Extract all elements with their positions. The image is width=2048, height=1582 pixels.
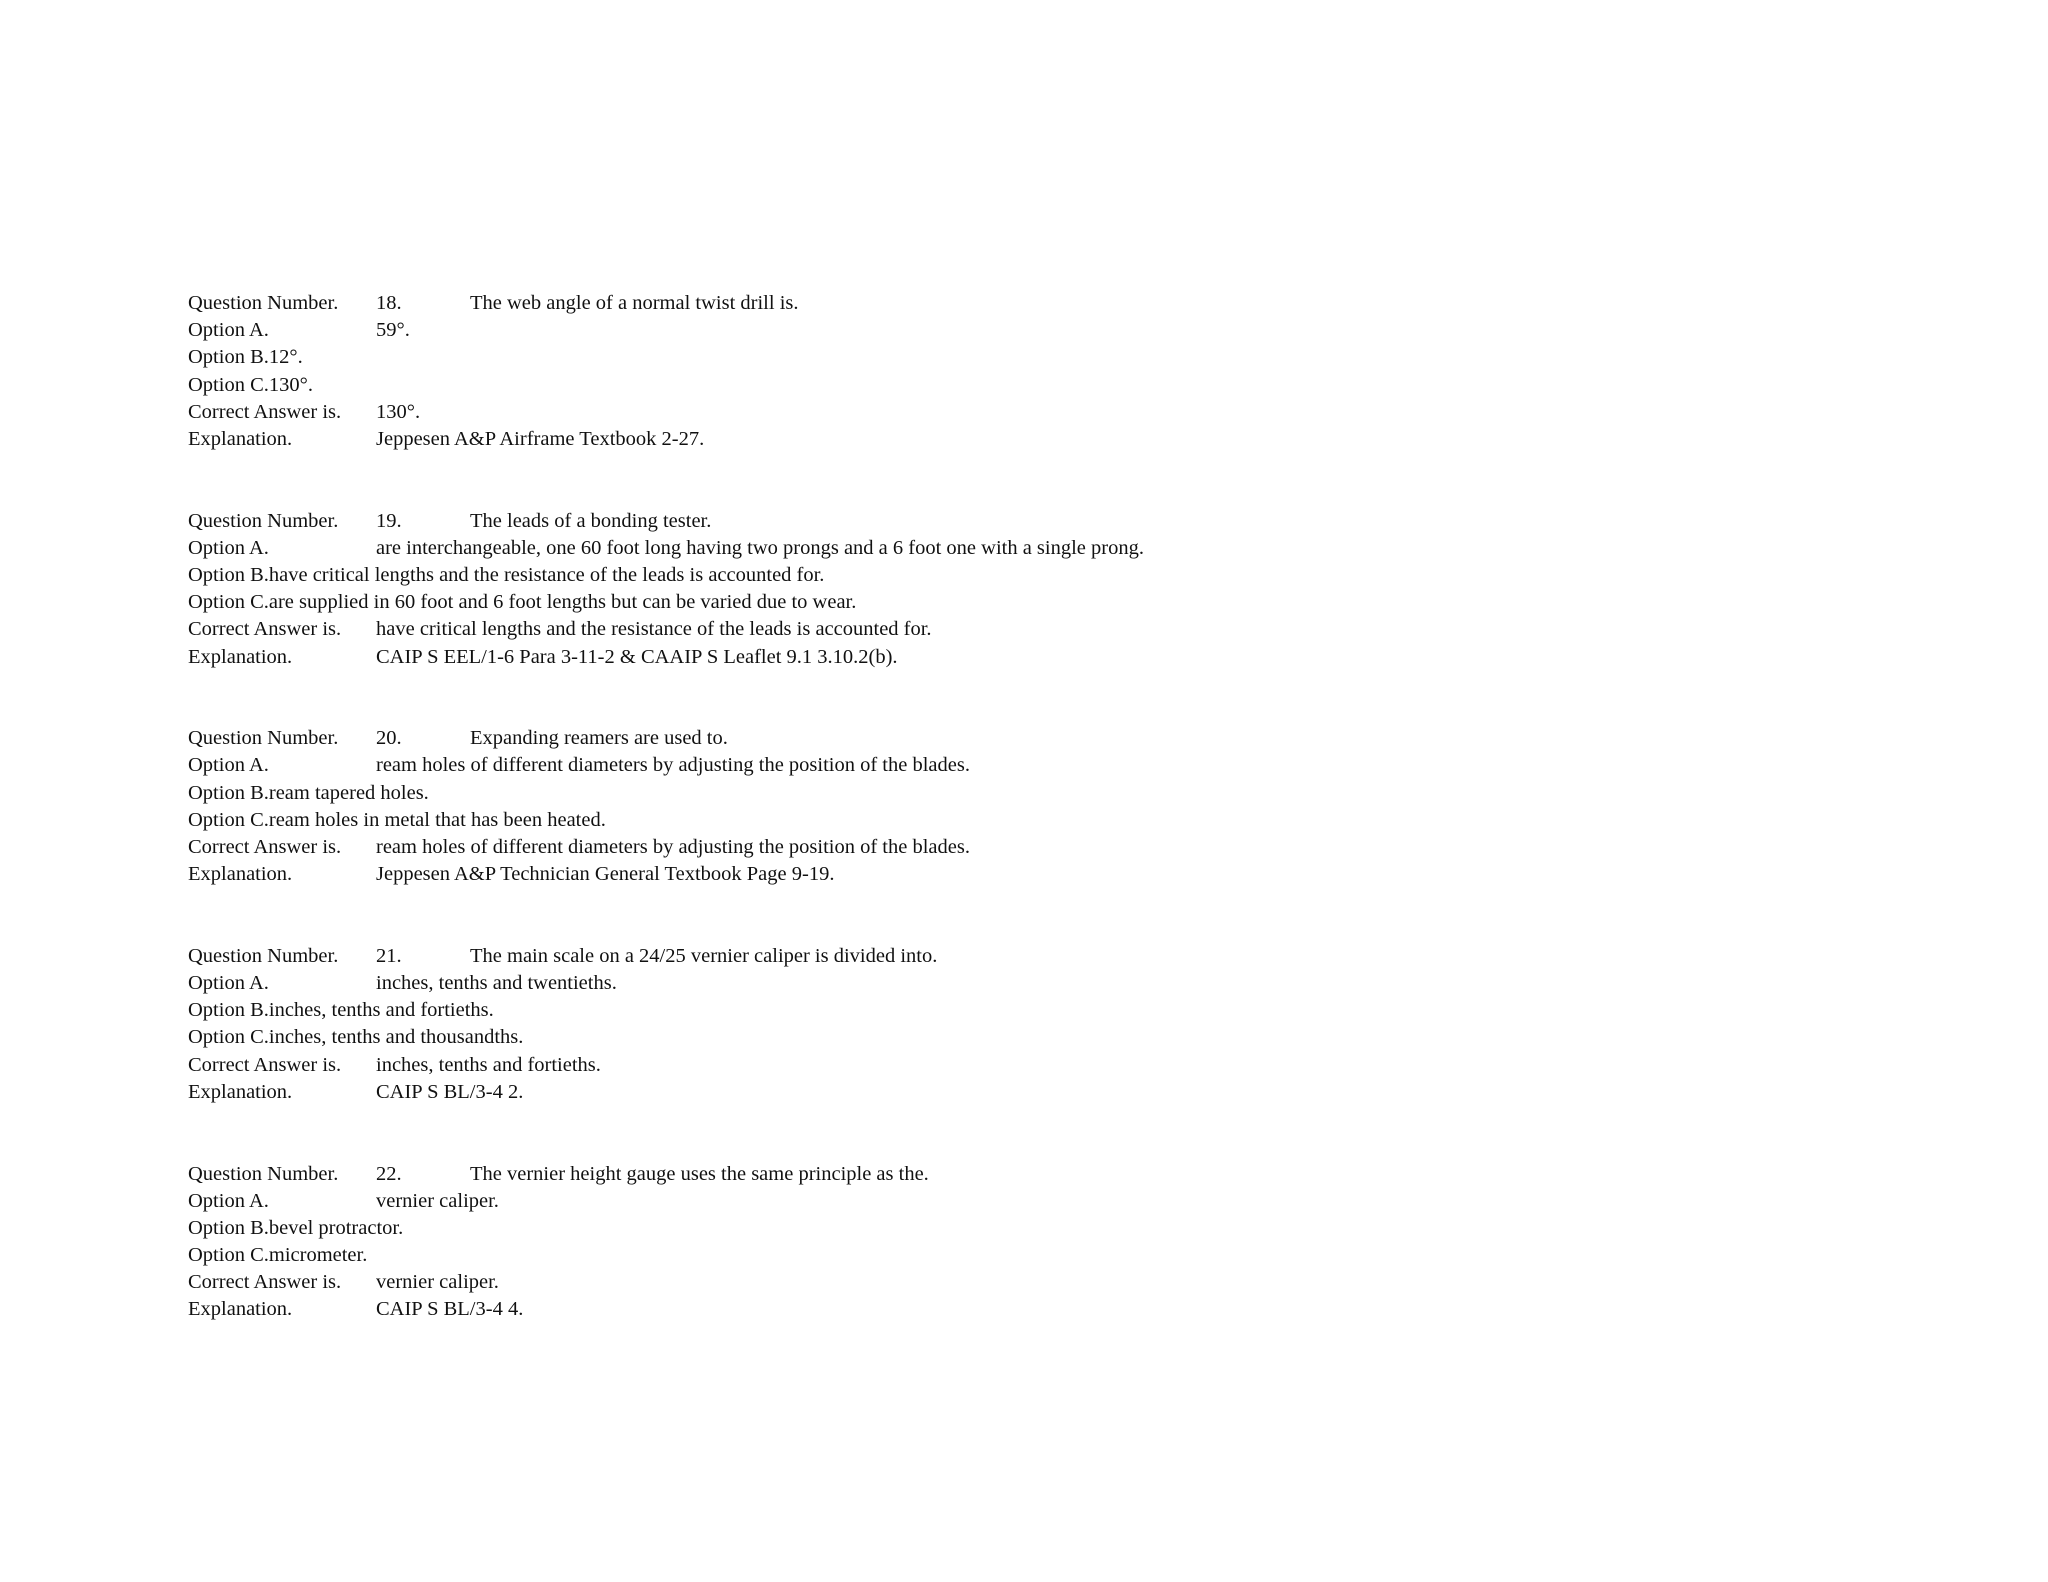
explanation-label: Explanation.	[188, 863, 293, 886]
question-number-label: Question Number.	[188, 944, 339, 967]
option-b-label: Option B.	[188, 346, 269, 369]
option-c-text: inches, tenths and thousandths.	[268, 1026, 524, 1049]
option-b-text: 12°.	[268, 346, 303, 369]
explanation-text: CAIP S BL/3-4 2.	[376, 1080, 524, 1103]
option-b-line	[188, 780, 1948, 807]
option-c-line	[188, 589, 1948, 616]
question-block	[188, 290, 1948, 453]
question-number: 22.	[376, 1162, 402, 1185]
correct-answer-text: 130°.	[376, 400, 421, 423]
question-text: The web angle of a normal twist drill is.	[470, 292, 799, 314]
option-a-line	[188, 535, 1948, 562]
option-c-text: micrometer.	[268, 1244, 368, 1267]
option-c-label: Option C.	[188, 591, 269, 614]
question-text: Expanding reamers are used to.	[470, 727, 728, 750]
option-a-text: vernier caliper.	[376, 1189, 499, 1212]
correct-answer-text: inches, tenths and fortieths.	[376, 1053, 601, 1076]
question-number-label: Question Number.	[188, 509, 339, 532]
option-a-line	[188, 1188, 1948, 1215]
question-text: The main scale on a 24/25 vernier caliper is divided into.	[470, 944, 938, 967]
question-text: The vernier height gauge uses the same principle as the.	[470, 1162, 929, 1185]
explanation-label: Explanation.	[188, 427, 293, 450]
option-a-text: 59°.	[376, 319, 410, 342]
option-b-label: Option B.	[188, 1216, 269, 1239]
question-number-label: Question Number.	[188, 292, 339, 314]
option-b-label: Option B.	[188, 781, 269, 804]
option-c-line	[188, 807, 1948, 834]
explanation-line	[188, 1296, 1948, 1323]
option-a-line	[188, 970, 1948, 997]
option-c-label: Option C.	[188, 1026, 269, 1049]
correct-answer-label: Correct Answer is.	[188, 1053, 342, 1076]
option-b-text: bevel protractor.	[268, 1216, 404, 1239]
question-list	[188, 290, 1948, 1378]
question-number-label: Question Number.	[188, 727, 339, 750]
explanation-text: Jeppesen A&P Airframe Textbook 2-27.	[376, 427, 705, 450]
option-c-text: 130°.	[268, 373, 313, 396]
question-line	[188, 508, 1948, 535]
option-a-text: inches, tenths and twentieths.	[376, 972, 617, 995]
correct-answer-label: Correct Answer is.	[188, 400, 342, 423]
question-block	[188, 1161, 1948, 1324]
question-number: 19.	[376, 509, 402, 532]
correct-answer-label: Correct Answer is.	[188, 1271, 342, 1294]
correct-answer-text: ream holes of different diameters by adjusting the position of the blades.	[376, 836, 970, 858]
question-block	[188, 508, 1948, 671]
option-a-text: are interchangeable, one 60 foot long having two prongs and a 6 foot one with a single prong.	[376, 536, 1144, 559]
option-c-text: are supplied in 60 foot and 6 foot lengths but can be varied due to wear.	[268, 591, 857, 614]
correct-answer-line	[188, 1052, 1948, 1079]
option-b-text: have critical lengths and the resistance of the leads is accounted for.	[268, 564, 825, 586]
option-c-label: Option C.	[188, 373, 269, 396]
option-a-label: Option A.	[188, 1189, 269, 1212]
question-block	[188, 725, 1948, 888]
question-text: The leads of a bonding tester.	[470, 509, 712, 532]
correct-answer-text: have critical lengths and the resistance of the leads is accounted for.	[376, 618, 932, 641]
explanation-line	[188, 426, 1948, 453]
option-a-line	[188, 752, 1948, 779]
option-a-label: Option A.	[188, 536, 269, 559]
option-a-text: ream holes of different diameters by adjusting the position of the blades.	[376, 754, 970, 777]
option-b-line	[188, 562, 1948, 589]
option-c-label: Option C.	[188, 1244, 269, 1267]
question-block	[188, 943, 1948, 1106]
question-line	[188, 943, 1948, 970]
correct-answer-line	[188, 616, 1948, 643]
option-a-label: Option A.	[188, 754, 269, 777]
question-number: 18.	[376, 292, 402, 314]
explanation-label: Explanation.	[188, 645, 293, 668]
question-number: 21.	[376, 944, 402, 967]
option-c-label: Option C.	[188, 808, 269, 831]
explanation-line	[188, 1079, 1948, 1106]
correct-answer-label: Correct Answer is.	[188, 836, 342, 858]
option-b-line	[188, 344, 1948, 371]
option-b-text: ream tapered holes.	[268, 781, 429, 804]
option-a-line	[188, 317, 1948, 344]
explanation-text: CAIP S EEL/1-6 Para 3-11-2 & CAAIP S Leaflet 9.1 3.10.2(b).	[376, 645, 898, 668]
option-a-label: Option A.	[188, 319, 269, 342]
correct-answer-line	[188, 1269, 1948, 1296]
question-line	[188, 290, 1948, 317]
correct-answer-line	[188, 834, 1948, 861]
option-a-label: Option A.	[188, 972, 269, 995]
question-number: 20.	[376, 727, 402, 750]
option-b-line	[188, 1215, 1948, 1242]
correct-answer-text: vernier caliper.	[376, 1271, 499, 1294]
option-b-label: Option B.	[188, 999, 269, 1022]
option-c-line	[188, 1024, 1948, 1051]
explanation-label: Explanation.	[188, 1298, 293, 1321]
explanation-line	[188, 861, 1948, 888]
correct-answer-label: Correct Answer is.	[188, 618, 342, 641]
option-b-line	[188, 997, 1948, 1024]
correct-answer-line	[188, 399, 1948, 426]
explanation-text: Jeppesen A&P Technician General Textbook Page 9-19.	[376, 863, 835, 886]
question-number-label: Question Number.	[188, 1162, 339, 1185]
explanation-text: CAIP S BL/3-4 4.	[376, 1298, 524, 1321]
option-b-label: Option B.	[188, 564, 269, 586]
option-c-text: ream holes in metal that has been heated.	[268, 808, 606, 831]
question-line	[188, 1161, 1948, 1188]
option-b-text: inches, tenths and fortieths.	[268, 999, 494, 1022]
option-c-line	[188, 1242, 1948, 1269]
option-c-line	[188, 372, 1948, 399]
question-line	[188, 725, 1948, 752]
explanation-line	[188, 644, 1948, 671]
explanation-label: Explanation.	[188, 1080, 293, 1103]
